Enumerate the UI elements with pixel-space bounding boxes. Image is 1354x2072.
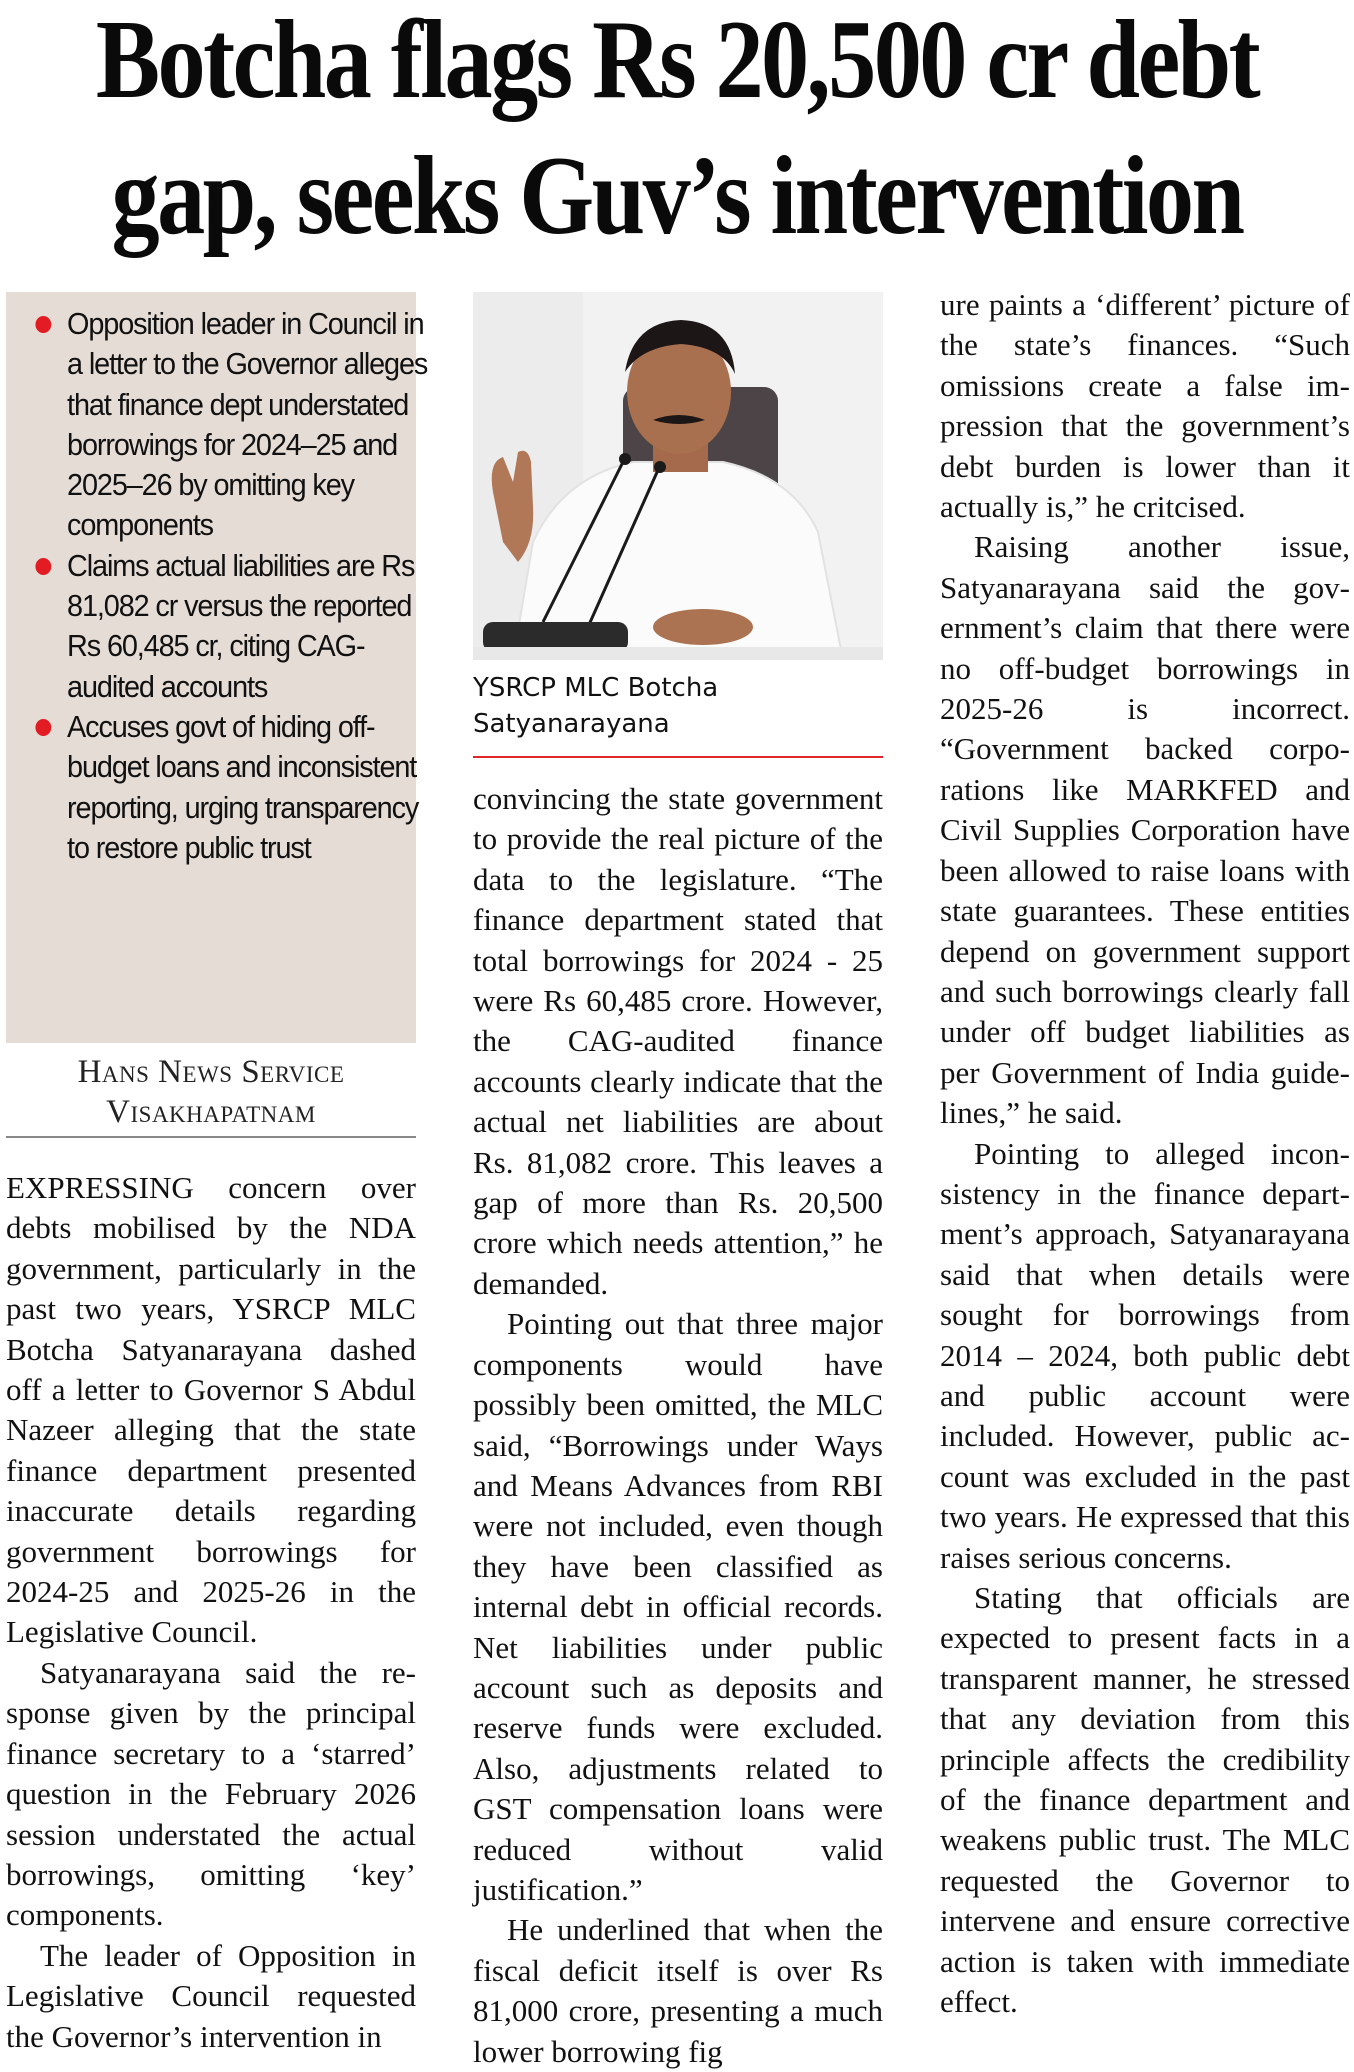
headline [95, 0, 1259, 264]
paragraph: Raising another issue, Satyanarayana said the government’s claim that there were no off-budget borrowings in 2025-26 is incorrect. “Government backed corporations like MARKFED and Civil Supplies Corporation have been allowed to raise loans with state guarantees. These entities depend on government support and such borrowings clearly fall under off budget liabilities as per Government of India guidelines,” he said. [940, 529, 1350, 1131]
highlight-text: Opposition leader in Council in a letter to the Governor alleges that finance dept understated borrowings for 2024–25 and 2025–26 by omitting key components [67, 306, 428, 543]
highlights-box [6, 292, 428, 1043]
highlight-text: Accuses govt of hiding off-budget loans and inconsistent reporting, urging transparency to restore public trust [67, 708, 419, 865]
paragraph: He underlined that when the fiscal deficit itself is over Rs 81,000 crore, presenting a much lower borrowing fig [473, 1912, 883, 2069]
highlight-item [28, 707, 439, 868]
paragraph: Satyanarayana said the response given by the principal finance secretary to a ‘starred’ question in the February 2026 session understated the actual borrowings, omitting ‘key’ components. [6, 1654, 416, 1933]
red-bullet-icon [35, 558, 51, 575]
red-bullet-icon [35, 719, 51, 736]
red-bullet-icon [35, 316, 51, 333]
article-body-col2 [473, 779, 883, 2072]
byline-location: Visakhapatnam [106, 1094, 316, 1130]
photo-caption: YSRCP MLC Botcha Satyanarayana [473, 673, 719, 739]
byline-agency: Hans News Service [77, 1054, 345, 1090]
byline-divider [6, 1136, 416, 1138]
portrait-image-icon [473, 292, 883, 660]
column-3 [940, 287, 1350, 2022]
paragraph: Pointing out that three major components would have possibly been omitted, the MLC said, “Borrowings under Ways and Means Advances from RBI were not included, even though they have been classified as internal debt in official records. Net liabilities under public account such as deposits and reserve funds were excluded. Also, adjustments related to GST compensation loans were reduced without valid justification.” [473, 1306, 883, 1907]
news-photo [473, 292, 883, 660]
column-1 [6, 292, 428, 2057]
highlight-item [28, 304, 439, 546]
headline-line-1: Botcha flags Rs 20,500 cr debt [95, 0, 1259, 122]
column-2 [473, 292, 883, 2072]
paragraph: EXPRESSING concern over debts mobilised by the NDA government, particularly in the past two years, YSRCP MLC Botcha Satyanarayana dashed off a letter to Governor S Abdul Nazeer alleging that the state finance department presented inaccurate details regarding government borrowings for 2024-25 and 2025-26 in the Legislative Council. [6, 1170, 416, 1650]
paragraph: Pointing to alleged inconsistency in the finance department’s approach, Satyanarayana said that when details were sought for borrowings from 2014 – 2024, both public debt and public account were included. However, public account was excluded in the past two years. He expressed that this raises serious concerns. [940, 1135, 1350, 1575]
article-body-col3 [940, 285, 1350, 2022]
paragraph: The leader of Opposition in Legislative Council requested the Governor’s intervention in [6, 1937, 416, 2054]
headline-line-2: gap, seeks Guv’s intervention [111, 134, 1243, 258]
article-body-col1 [6, 1168, 416, 2057]
highlight-text: Claims actual liabilities are Rs 81,082 cr versus the reported Rs 60,485 cr, citing CAG-audited accounts [67, 547, 415, 704]
paragraph: ure paints a ‘different’ picture of the state’s finances. “Such omissions create a false impression that the government’s debt burden is lower than it actually is,” he critcised. [940, 287, 1350, 525]
highlight-item [28, 546, 439, 707]
caption-divider [473, 756, 883, 758]
paragraph: Stating that officials are expected to present facts in a transparent manner, he stressed that any deviation from this principle affects the credibility of the finance department and weakens public trust. The MLC requested the Governor to intervene and ensure corrective action is taken with immediate effect. [940, 1580, 1350, 2020]
byline [6, 1043, 416, 1136]
paragraph: convincing the state government to provide the real picture of the data to the legislature. “The finance department stated that total borrowings for 2024 - 25 were Rs 60,485 crore. However, the CAG-audited finance accounts clearly indicate that the actual net liabilities are about Rs. 81,082 crore. This leaves a gap of more than Rs. 20,500 crore which needs attention,” he demanded. [473, 781, 883, 1301]
